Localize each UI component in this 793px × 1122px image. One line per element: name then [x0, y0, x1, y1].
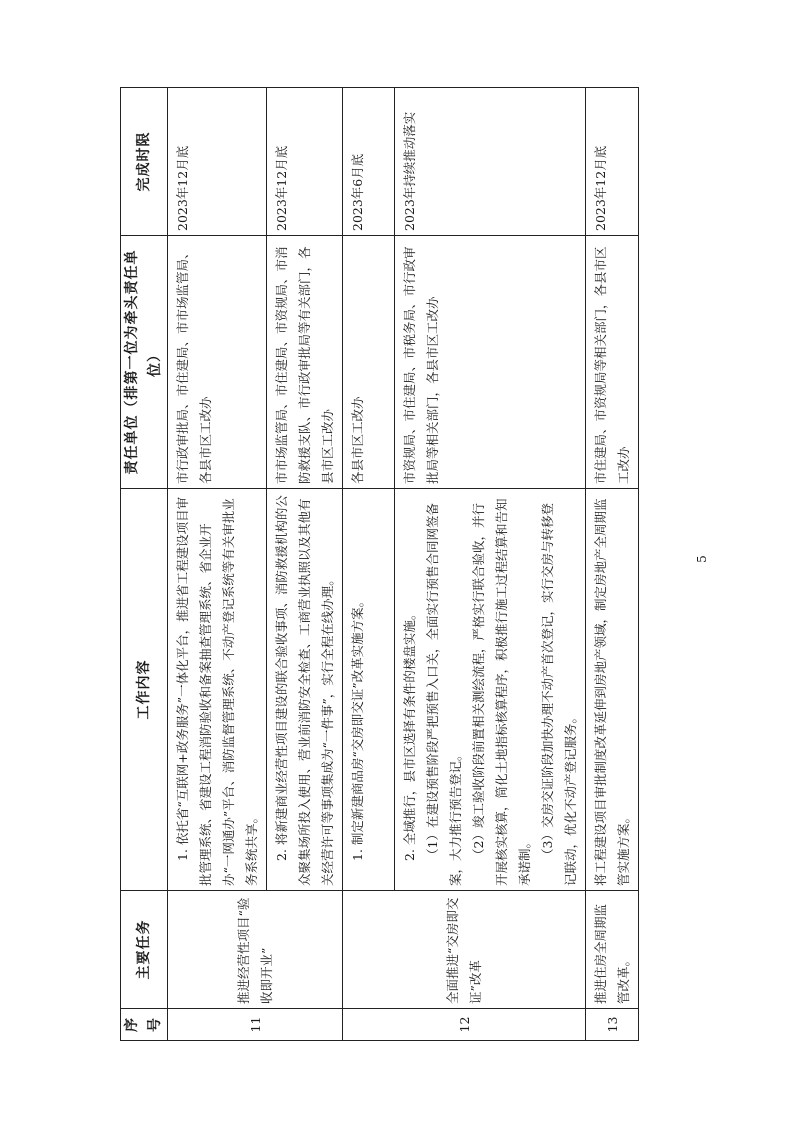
header-unit: 责任单位（排第一位为牵头责任单位）: [121, 236, 168, 489]
deadline: 2023年12月底: [267, 88, 343, 236]
responsible-unit: 市行政审批局、市住建局、市市场监管局、各县市区工改办: [168, 236, 267, 489]
responsible-unit: 市市场监管局、市住建局、市资规局、市消防救援支队、市行政审批局等有关部门，各县市区工改办: [267, 236, 343, 489]
work-item: （3）交房交证阶段加快办理不动产首次登记，实行交房与转移登记联动，优化不动产登记服务。: [540, 503, 578, 886]
deadline: 2023年持续推动落实: [395, 88, 586, 236]
work-item: 2. 全域推行，县市区选择有条件的楼盘实施。: [402, 607, 417, 861]
rotated-table-container: [120, 88, 631, 1041]
work-content: [395, 489, 586, 891]
work-item: （1）在建设预售阶段严把预售入口关，全面实行预售合同网签备案，大力推行预告登记。: [425, 503, 463, 886]
row-number: 12: [343, 1009, 586, 1041]
work-content: [168, 489, 267, 891]
main-task: 推进住房全周期监管改革。: [586, 891, 639, 1009]
task-table: [120, 87, 639, 1041]
table-row: [168, 88, 267, 1041]
table-header-row: [121, 88, 168, 1041]
page-number: 5: [694, 555, 709, 563]
deadline: 2023年12月底: [168, 88, 267, 236]
work-item: （2）竣工验收阶段前置相关测绘流程，严格实行联合验收，并行开展核实核算，简化土地指标核算程序，积极推行施工过程结算和告知承诺制。: [471, 498, 532, 886]
work-content: [343, 489, 395, 891]
table-row: [343, 88, 395, 1041]
row-number: 11: [168, 1009, 343, 1041]
responsible-unit: 市住建局、市资规局等相关部门，各县市区工改办: [586, 236, 639, 489]
main-task: 推进经营性项目“验收即开业”: [168, 891, 343, 1009]
deadline: 2023年6月底: [343, 88, 395, 236]
deadline: 2023年12月底: [586, 88, 639, 236]
header-task: 主要任务: [121, 891, 168, 1009]
work-item: 1. 制定新建商品房“交房即交证”改革实施方案。: [350, 594, 365, 861]
responsible-unit: 市资规局、市住建局、市税务局、市行政审批局等相关部门，各县市区工改办: [395, 236, 586, 489]
work-content: [267, 489, 343, 891]
responsible-unit: 各县市区工改办: [343, 236, 395, 489]
work-content: [586, 489, 639, 891]
header-content: 工作内容: [121, 489, 168, 891]
header-no: 序号: [121, 1009, 168, 1041]
work-item: 2. 将新建商业经营性项目建设的联合验收事项、消防救援机构的公众聚集场所投入使用、营业前消防安全检查、工商营业执照以及其他有关经营许可等事项集成为“一件事”，实行全程在线办理。: [274, 495, 335, 886]
main-task: 全面推进“交房即交证”改革: [343, 891, 586, 1009]
row-number: 13: [586, 1009, 639, 1041]
work-item: 1. 依托省“互联网+政务服务”一体化平台，推进省工程建设项目审批管理系统、省建设工程消防验收和备案抽查管理系统、省企业开办“一网通办”平台、消防监督管理系统、不动产登记系统等有关审批业务系统共享。: [175, 496, 259, 886]
table-row: [586, 88, 639, 1041]
header-deadline: 完成时限: [121, 88, 168, 236]
work-item: 将工程建设项目审批制度改革延伸到房地产领域，制定房地产全周期监管实施方案。: [593, 498, 631, 886]
